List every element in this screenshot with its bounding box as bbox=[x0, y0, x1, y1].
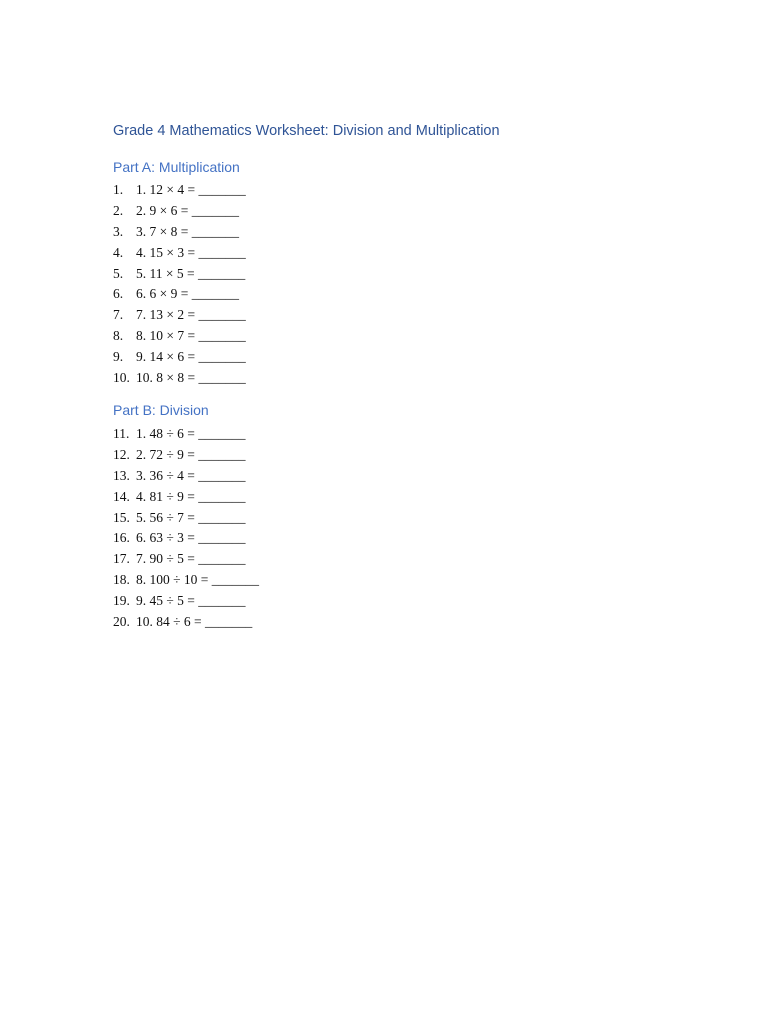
problem-item bbox=[113, 347, 246, 368]
problem-number: 7. bbox=[113, 307, 124, 323]
problem-item bbox=[113, 549, 259, 570]
multiplication-problem-list bbox=[113, 180, 246, 389]
part-b-heading: Part B: Division bbox=[113, 402, 209, 418]
problem-item bbox=[113, 591, 259, 612]
problem-text: 2. 72 ÷ 9 = _______ bbox=[136, 446, 246, 462]
problem-text: 8. 100 ÷ 10 = _______ bbox=[136, 572, 260, 588]
problem-number: 17. bbox=[113, 551, 130, 567]
problem-item bbox=[113, 612, 259, 633]
problem-number: 3. bbox=[113, 223, 124, 239]
problem-number: 10. bbox=[113, 370, 130, 386]
problem-text: 10. 8 × 8 = _______ bbox=[136, 370, 246, 386]
problem-text: 5. 56 ÷ 7 = _______ bbox=[136, 509, 246, 525]
problem-text: 8. 10 × 7 = _______ bbox=[136, 328, 246, 344]
problem-text: 2. 9 × 6 = _______ bbox=[136, 202, 239, 218]
problem-number: 12. bbox=[113, 446, 130, 462]
problem-number: 18. bbox=[113, 572, 130, 588]
problem-item bbox=[113, 264, 246, 285]
problem-number: 6. bbox=[113, 286, 124, 302]
problem-item bbox=[113, 243, 246, 264]
problem-text: 3. 7 × 8 = _______ bbox=[136, 223, 239, 239]
problem-number: 8. bbox=[113, 328, 124, 344]
part-a-heading: Part A: Multiplication bbox=[113, 159, 240, 175]
division-problem-list bbox=[113, 424, 259, 633]
problem-item bbox=[113, 528, 259, 549]
problem-text: 9. 14 × 6 = _______ bbox=[136, 349, 246, 365]
problem-text: 4. 81 ÷ 9 = _______ bbox=[136, 488, 246, 504]
problem-number: 20. bbox=[113, 614, 130, 630]
problem-number: 5. bbox=[113, 265, 124, 281]
problem-item bbox=[113, 222, 246, 243]
problem-number: 15. bbox=[113, 509, 130, 525]
problem-item bbox=[113, 368, 246, 389]
problem-text: 7. 13 × 2 = _______ bbox=[136, 307, 246, 323]
problem-text: 7. 90 ÷ 5 = _______ bbox=[136, 551, 246, 567]
problem-text: 6. 6 × 9 = _______ bbox=[136, 286, 239, 302]
problem-text: 6. 63 ÷ 3 = _______ bbox=[136, 530, 246, 546]
problem-number: 14. bbox=[113, 488, 130, 504]
problem-text: 1. 12 × 4 = _______ bbox=[136, 182, 246, 197]
problem-item bbox=[113, 508, 259, 529]
problem-item bbox=[113, 305, 246, 326]
problem-item bbox=[113, 570, 259, 591]
problem-text: 9. 45 ÷ 5 = _______ bbox=[136, 593, 246, 609]
problem-item bbox=[113, 445, 259, 466]
problem-text: 4. 15 × 3 = _______ bbox=[136, 244, 246, 260]
problem-number: 16. bbox=[113, 530, 130, 546]
problem-number: 1. bbox=[113, 182, 124, 197]
problem-item bbox=[113, 180, 246, 201]
problem-item bbox=[113, 487, 259, 508]
problem-number: 4. bbox=[113, 244, 124, 260]
problem-number: 19. bbox=[113, 593, 130, 609]
problem-number: 11. bbox=[113, 426, 130, 441]
problem-item bbox=[113, 284, 246, 305]
worksheet-title: Grade 4 Mathematics Worksheet: Division and Multiplication bbox=[113, 123, 500, 139]
problem-item bbox=[113, 326, 246, 347]
problem-number: 9. bbox=[113, 349, 124, 365]
problem-item bbox=[113, 424, 259, 445]
problem-number: 13. bbox=[113, 467, 130, 483]
problem-number: 2. bbox=[113, 202, 124, 218]
problem-text: 3. 36 ÷ 4 = _______ bbox=[136, 467, 246, 483]
problem-item bbox=[113, 466, 259, 487]
problem-text: 10. 84 ÷ 6 = _______ bbox=[136, 614, 253, 630]
problem-text: 5. 11 × 5 = _______ bbox=[136, 265, 246, 281]
problem-item bbox=[113, 201, 246, 222]
problem-text: 1. 48 ÷ 6 = _______ bbox=[136, 426, 246, 441]
